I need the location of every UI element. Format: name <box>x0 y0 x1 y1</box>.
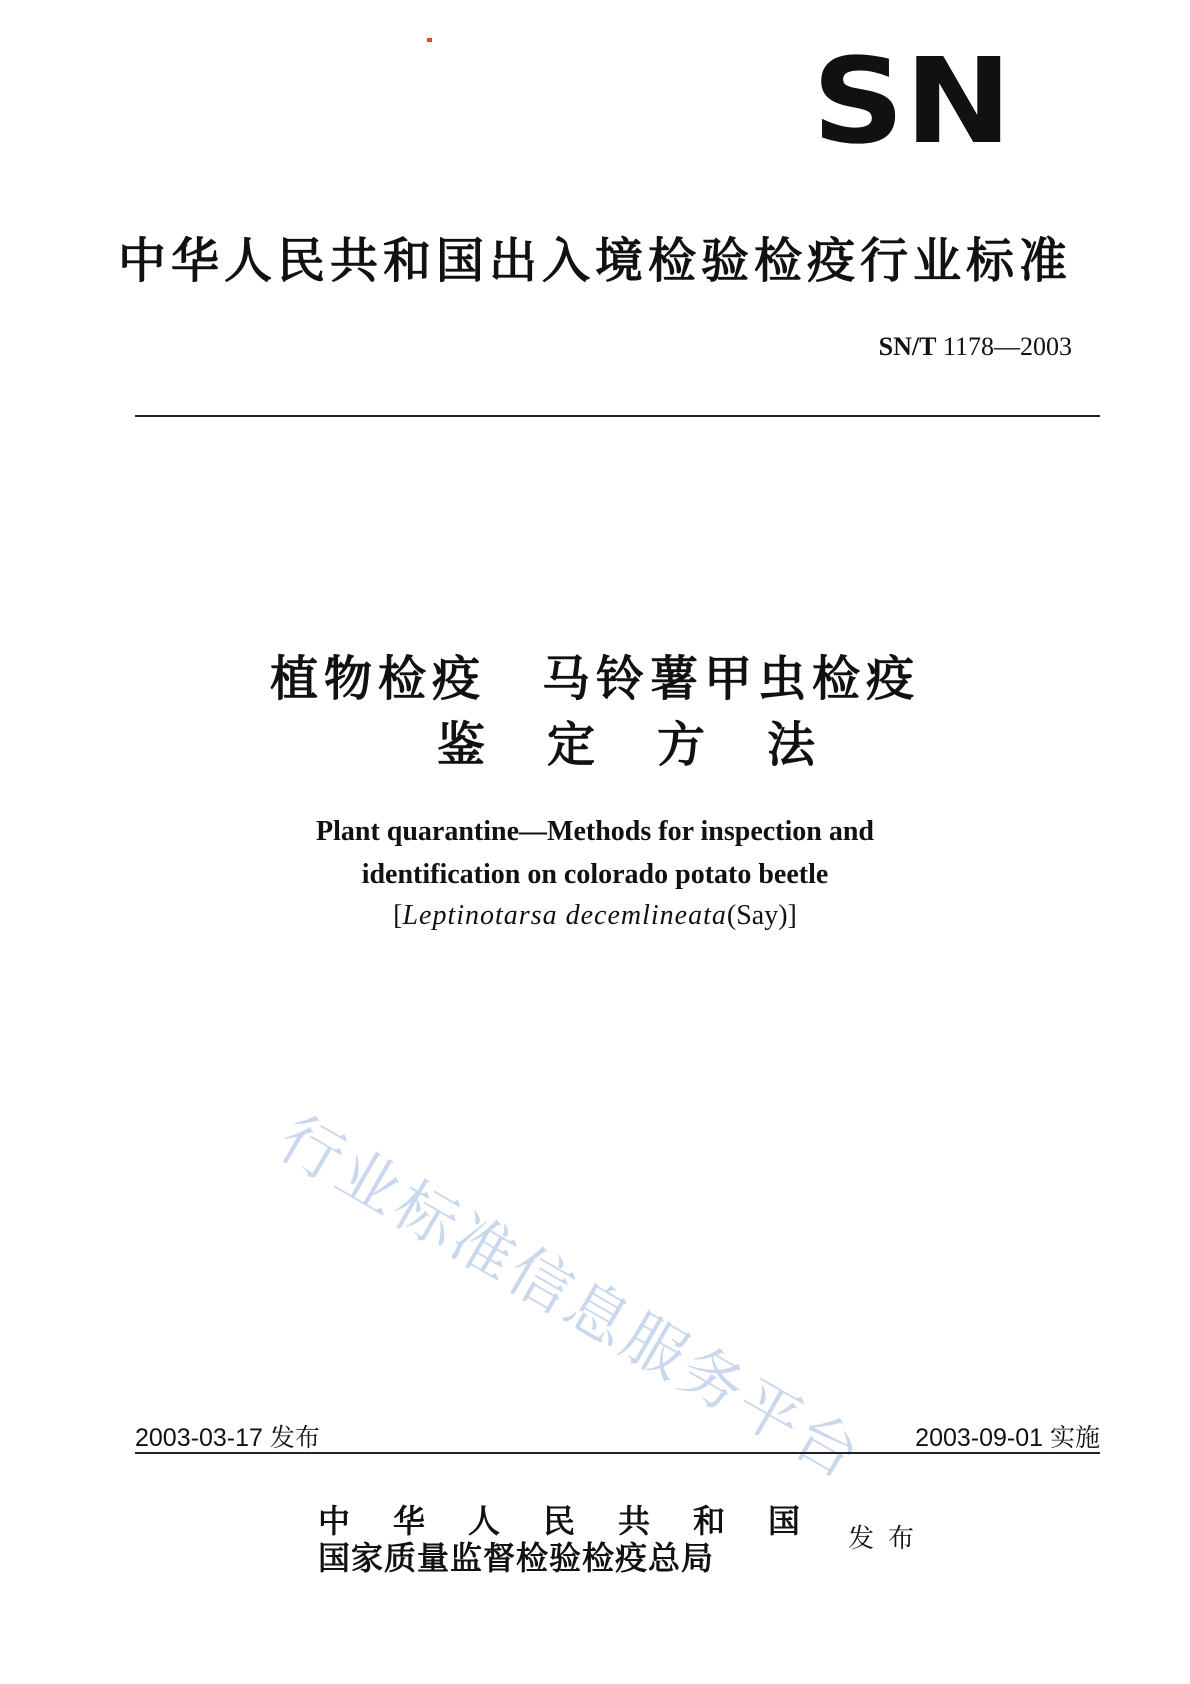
svg-text:SN: SN <box>812 42 1012 157</box>
standard-prefix: SN/T <box>878 332 937 361</box>
orange-mark <box>427 38 432 42</box>
top-divider <box>135 415 1100 417</box>
scientific-name: Leptinotarsa decemlineata <box>402 900 727 931</box>
title-cn-line1 <box>0 640 1190 709</box>
species-author: (Say) <box>726 900 788 931</box>
title-en-line1: Plant quarantine—Methods for inspection and <box>316 816 874 847</box>
title-en-line3 <box>0 900 1190 932</box>
title-en-line2: identification on colorado potato beetle <box>361 859 829 890</box>
standard-code: 1178—2003 <box>942 332 1072 361</box>
implementation-date: 2003-09-01 实施 <box>915 1424 1100 1452</box>
issuing-agency-heading: 中华人民共和国出入境检验检疫行业标准 <box>117 233 1072 289</box>
bracket-open: [ <box>393 900 403 931</box>
publisher-line2: 国家质量监督检验检疫总局 <box>318 1539 715 1577</box>
publisher-line1: 中华人民共和国 <box>318 1502 844 1540</box>
bottom-divider <box>135 1452 1100 1454</box>
standard-number <box>879 332 1072 362</box>
watermark: 行业标准信息服务平台 <box>267 1101 876 1495</box>
publish-action: 发布 <box>848 1524 929 1554</box>
title-cn-line2: 鉴定方法 <box>436 717 877 773</box>
sn-logo <box>810 42 1015 157</box>
bracket-close: ] <box>787 900 797 931</box>
issue-date: 2003-03-17 发布 <box>135 1424 320 1452</box>
title-cn-part-b: 马铃薯甲虫检疫 <box>542 651 921 707</box>
title-cn-part-a: 植物检疫 <box>269 651 486 707</box>
